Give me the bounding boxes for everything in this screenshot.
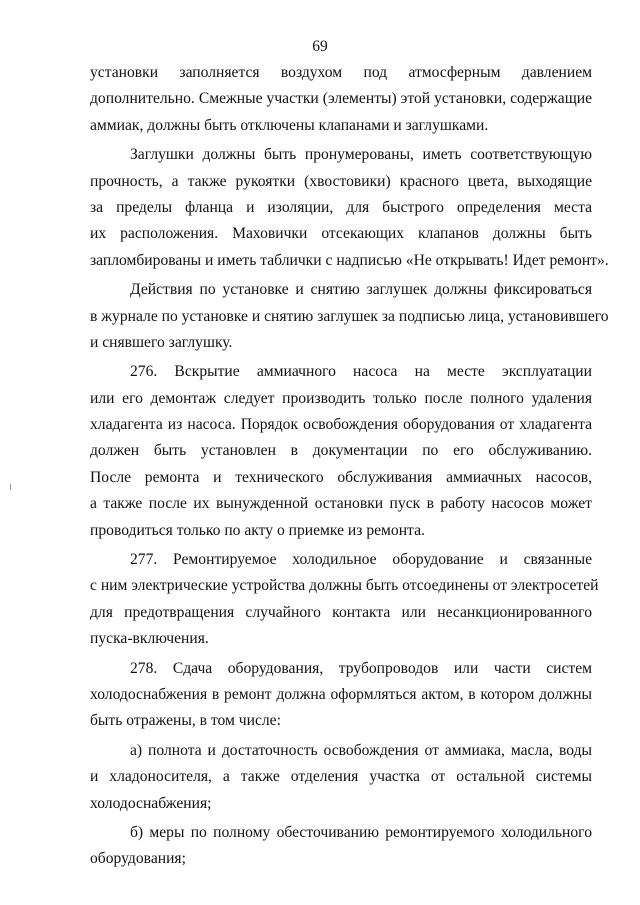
text-line: оборудования;	[90, 850, 186, 868]
list-item-a	[90, 738, 592, 817]
text-line: установки заполняется воздухом под атмосферным давлением	[90, 64, 592, 81]
text-line: и снявшего заглушку.	[90, 333, 233, 351]
text-line: Действия по установке и снятию заглушек должны фиксироваться	[130, 281, 592, 299]
text-line: их расположения. Маховички отсекающих клапанов должны быть	[90, 225, 592, 243]
text-line: После ремонта и технического обслуживания аммиачных насосов,	[90, 468, 592, 486]
paragraph-276	[90, 359, 592, 544]
text-line: проводиться только по акту о приемке из ремонта.	[90, 521, 425, 539]
text-line: хладагента из насоса. Порядок освобождения оборудования от хладагента	[90, 416, 592, 434]
text-line: прочность, а также рукоятки (хвостовики) красного цвета, выходящие	[90, 172, 592, 190]
paragraph-2	[90, 142, 609, 274]
text-line: быть отражены, в том числе:	[90, 712, 281, 730]
text-line: холодоснабжения в ремонт должна оформляться актом, в котором должны	[90, 685, 592, 703]
paragraph-3	[90, 277, 609, 356]
page-number: 69	[312, 38, 328, 55]
paragraph-278	[90, 656, 592, 735]
text-line: а) полнота и достаточность освобождения от аммиака, масла, воды	[130, 741, 592, 759]
text-line: в журнале по установке и снятию заглушек за подписью лица, установившего	[90, 307, 609, 325]
text-line: 277. Ремонтируемое холодильное оборудование и связанные	[130, 551, 592, 569]
text-line: б) меры по полному обесточиванию ремонтируемого холодильного	[130, 823, 592, 841]
text-line: аммиак, должны быть отключены клапанами и заглушками.	[90, 116, 489, 134]
text-line: холодоснабжения;	[90, 794, 212, 812]
text-line: за пределы фланца и изоляции, для быстрого определения места	[90, 198, 592, 216]
text-line: Заглушки должны быть пронумерованы, иметь соответствующую	[130, 146, 592, 164]
text-line: должен быть установлен в документации по его обслуживанию.	[90, 442, 592, 460]
text-line: с ним электрические устройства должны быть отсоединены от электросетей	[90, 577, 599, 595]
text-line: пуска-включения.	[90, 630, 209, 648]
text-line: а также после их вынужденной остановки пуск в работу насосов может	[90, 495, 592, 513]
paragraph-277	[90, 547, 599, 653]
list-item-b	[90, 820, 592, 873]
text-line: дополнительно. Смежные участки (элементы) этой установки, содержащие	[90, 90, 592, 108]
text-line: 276. Вскрытие аммиачного насоса на месте эксплуатации	[130, 363, 592, 381]
text-line: и хладоносителя, а также отделения участка от остальной системы	[90, 768, 592, 786]
scan-artifact	[10, 484, 11, 490]
page-body	[90, 60, 609, 873]
text-line: 278. Сдача оборудования, трубопроводов или части систем	[130, 659, 592, 677]
paragraph-1	[90, 60, 592, 139]
text-line: для предотвращения случайного контакта или несанкционированного	[90, 603, 592, 621]
text-line: или его демонтаж следует производить только после полного удаления	[90, 389, 592, 407]
text-line: запломбированы и иметь таблички с надписью «Не открывать! Идет ремонт».	[90, 251, 609, 269]
